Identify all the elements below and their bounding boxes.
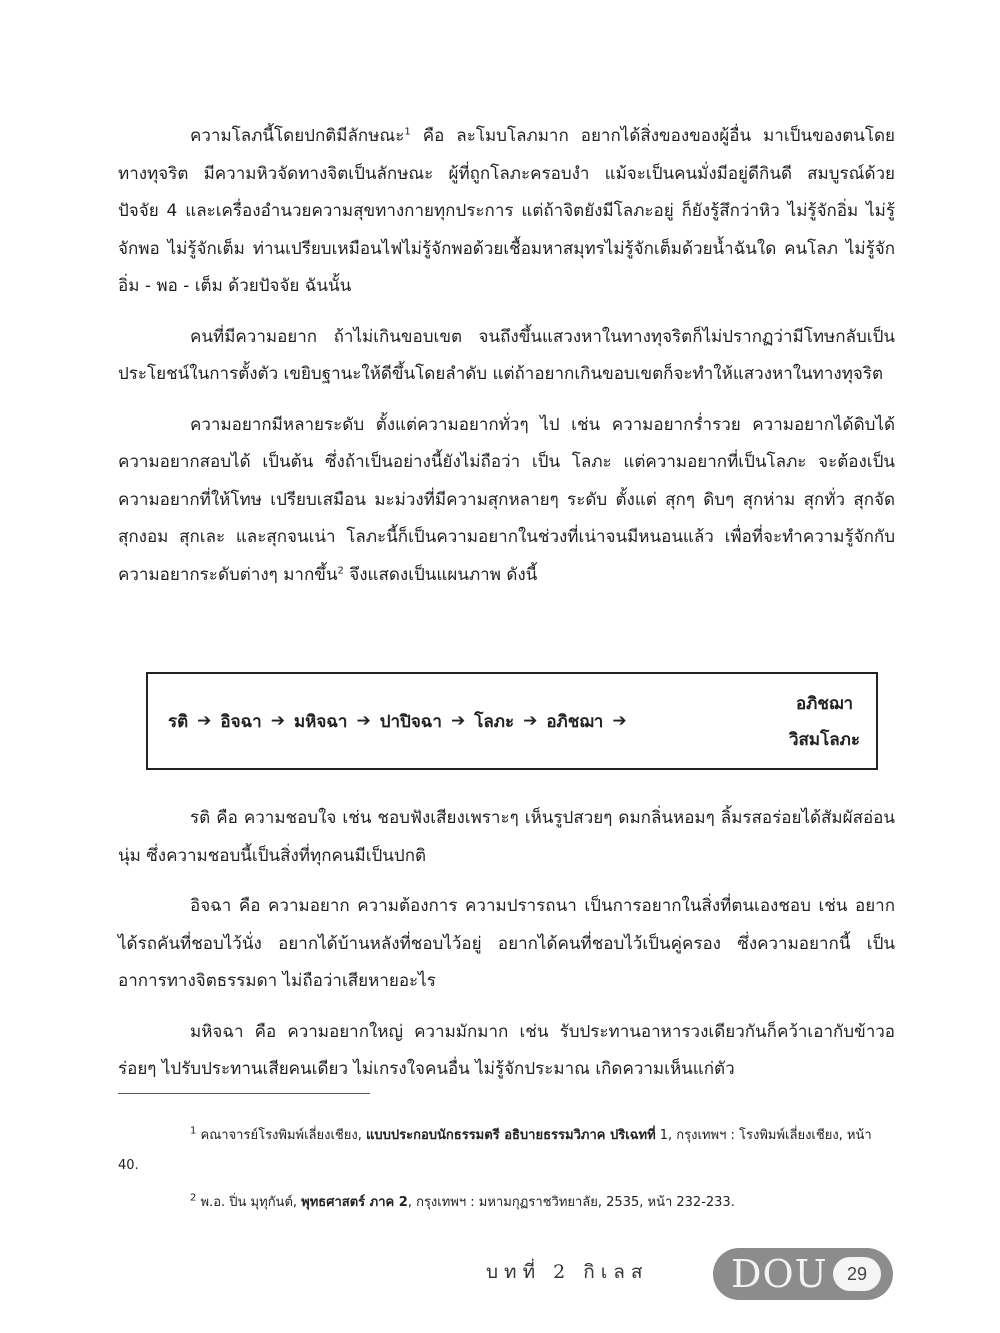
- footnote-2-post: , กรุงเทพฯ : มหามกุฏราชวิทยาลัย, 2535, หน้า 232-233.: [407, 1195, 735, 1210]
- footnote-2-title: พุทธศาสตร์ ภาค 2: [301, 1195, 408, 1210]
- dou-logo: DOU: [731, 1252, 828, 1296]
- page-number: 29: [833, 1257, 881, 1291]
- body-text-bottom: [118, 800, 895, 1102]
- body-text-top: [118, 118, 895, 607]
- paragraph-2-text: คนที่มีความอยาก ถ้าไม่เกินขอบเขต จนถึงขึ้นแสวงหาในทางทุจริตก็ไม่ปรากฏว่ามีโทษกลับเป็นประโยชน์ในการตั้งตัว เขยิบฐานะให้ดีขึ้นโดยลำดับ แต่ถ้าอยากเกินขอบเขตก็จะทำให้แสวงหาในทางทุจริต: [118, 326, 895, 384]
- paragraph-1-rest: คือ ละโมบโลภมาก อยากได้สิ่งของของผู้อื่น มาเป็นของตนโดยทางทุจริต มีความหิวจัดทางจิตเป็นลักษณะ ผู้ที่ถูกโลภะครอบงำ แม้จะเป็นคนมั่งมีอยู่ดีกินดี สมบูรณ์ด้วยปัจจัย 4 และเครื่องอำนวยความสุขทางกายทุกประการ แต่ถ้าจิตยังมีโลภะอยู่ ก็ยังรู้สึกว่าหิว ไม่รู้จักอิ่ม ไม่รู้จักพอ ไม่รู้จักเต็ม ท่านเปรียบเหมือนไฟไม่รู้จักพอด้วยเชื้อมหาสมุทรไม่รู้จักเต็มด้วยน้ำฉันใด คนโลภ ไม่รู้จักอิ่ม - พอ - เต็ม ด้วยปัจจัย ฉันนั้น: [118, 126, 895, 296]
- diagram-row: [168, 674, 636, 768]
- footnote-2: [118, 1188, 895, 1218]
- arrow-right-icon: ➔: [270, 711, 285, 731]
- diagram-item-mahiccha: มหิจฉา: [293, 711, 348, 732]
- paragraph-4: รติ คือ ความชอบใจ เช่น ชอบฟังเสียงเพราะๆ เห็นรูปสวยๆ ดมกลิ่นหอมๆ ลิ้มรสอร่อยได้สัมผัสอ่อนนุ่ม ซึ่งความชอบนี้เป็นสิ่งที่ทุกคนมีเป็นปกติ: [118, 808, 895, 866]
- diagram-item-rati: รติ: [168, 711, 189, 732]
- footnote-1-post: 1, กรุงเทพฯ : โรงพิมพ์เลี่ยงเชียง, หน้า 40.: [118, 1128, 872, 1173]
- arrow-right-icon: ➔: [450, 711, 466, 731]
- footnote-2-mark: 2: [190, 1192, 197, 1204]
- arrow-right-icon: ➔: [356, 711, 371, 731]
- footnote-1: [118, 1121, 895, 1181]
- arrow-right-icon: ➔: [523, 711, 538, 731]
- diagram-item-visamalobha: วิสมโลภะ: [788, 730, 860, 750]
- paragraph-6: มหิจฉา คือ ความอยากใหญ่ ความมักมาก เช่น รับประทานอาหารวงเดียวกันก็คว้าเอากับข้าวอร่อยๆ ไปรับประทานเสียคนเดียว ไม่เกรงใจคนอื่น ไม่รู้จักประมาณ เกิดความเห็นแก่ตัว: [118, 1021, 895, 1079]
- paragraph-3-text: ความอยากมีหลายระดับ ตั้งแต่ความอยากทั่วๆ ไป เช่น ความอยากร่ำรวย ความอยากได้ดิบได้ ความอยากสอบได้ เป็นต้น ซึ่งถ้าเป็นอย่างนี้ยังไม่ถือว่า เป็น โลภะ แต่ความอยากที่เป็นโลภะ จะต้องเป็นความอยากที่ให้โทษ เปรียบเสมือน มะม่วงที่มีความสุกหลายๆ ระดับ ตั้งแต่ สุกๆ ดิบๆ สุกห่าม สุกทั่ว สุกจัด สุกงอม สุกเละ และสุกจนเน่า โลภะนี้ก็เป็นความอยากในช่วงที่เน่าจนมีหนอนแล้ว เพื่อที่จะทำความรู้จักกับความอยากระดับต่างๆ มากขึ้น: [118, 414, 895, 585]
- paragraph-3-rest: จึงแสดงเป็นแผนภาพ ดังนี้: [343, 564, 538, 585]
- diagram-item-abhijjha-final: อภิชฌา: [795, 694, 853, 714]
- footnote-ref-1: 1: [404, 126, 411, 138]
- footnote-2-pre: พ.อ. ปิ่น มุทุกันต์,: [196, 1195, 302, 1210]
- paragraph-3: [118, 407, 895, 595]
- footnote-ref-2: 2: [337, 564, 344, 576]
- paragraph-1-text: ความโลภนี้โดยปกติมีลักษณะ: [190, 126, 405, 146]
- arrow-right-icon: ➔: [612, 711, 627, 731]
- paragraph-5: อิจฉา คือ ความอยาก ความต้องการ ความปรารถนา เป็นการอยากในสิ่งที่ตนเองชอบ เช่น อยากได้รถคันที่ชอบไว้นั่ง อยากได้บ้านหลังที่ชอบไว้อยู่ อยากได้คนที่ชอบไว้เป็นคู่ครอง ซึ่งความอยากนี้ เป็นอาการทางจิตธรรมดา ไม่ถือว่าเสียหายอะไร: [118, 896, 895, 991]
- footnote-1-title: แบบประกอบนักธรรมตรี อธิบายธรรมวิภาค ปริเฉทที่: [365, 1128, 656, 1143]
- paragraph-1: [118, 118, 895, 306]
- footnote-1-pre: คณาจารย์โรงพิมพ์เลี่ยงเชียง,: [196, 1128, 366, 1143]
- diagram-item-papiccha: ปาปิจฉา: [379, 711, 442, 732]
- desire-levels-diagram: [146, 672, 878, 770]
- footnote-divider: [118, 1093, 370, 1094]
- page-badge: [713, 1248, 893, 1300]
- diagram-item-abhijjha: อภิชฌา: [546, 711, 604, 732]
- diagram-item-lobha: โลภะ: [474, 711, 515, 732]
- diagram-final-stack: [789, 686, 860, 758]
- chapter-title: บทที่ 2 กิเลส: [486, 1261, 649, 1283]
- arrow-right-icon: ➔: [197, 711, 212, 731]
- paragraph-2: [118, 319, 895, 394]
- footnote-1-mark: 1: [190, 1125, 197, 1137]
- diagram-item-iccha: อิจฉา: [220, 711, 262, 732]
